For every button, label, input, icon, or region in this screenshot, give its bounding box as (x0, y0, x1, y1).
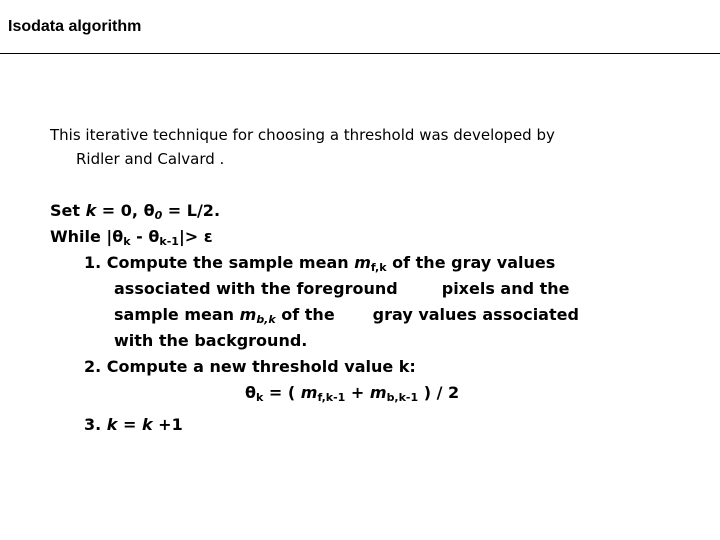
var-k: k (85, 201, 97, 220)
step-1-line-2 (50, 276, 690, 302)
update-formula (50, 380, 690, 406)
var-m: m (369, 383, 387, 402)
m-subscript: f,k-1 (317, 391, 346, 404)
theta-subscript: k-1 (159, 235, 179, 248)
step-1-line-4: with the background. (114, 331, 308, 350)
step-3-line (50, 412, 690, 438)
m-subscript: b,k (256, 313, 276, 326)
formula-tail: +1 (152, 415, 183, 434)
while-line (50, 224, 690, 250)
step-text: pixels and the (441, 279, 570, 298)
theta-symbol: θ (148, 227, 160, 246)
while-keyword: While | (50, 227, 113, 246)
step-text: Compute a new threshold value k: (106, 357, 416, 376)
while-condition: |> ε (178, 227, 213, 246)
var-m: m (354, 253, 371, 272)
step-text: of the (275, 305, 335, 324)
intro-paragraph (50, 123, 690, 171)
step-text: Compute the sample mean (106, 253, 355, 272)
theta-subscript: k (123, 235, 131, 248)
m-subscript: f,k (370, 261, 387, 274)
step-text: sample mean (114, 305, 240, 324)
var-k: k (106, 415, 118, 434)
m-subscript: b,k-1 (386, 391, 419, 404)
set-eq: = 0, (96, 201, 144, 220)
minus: - (130, 227, 149, 246)
theta-subscript: 0 (154, 209, 163, 222)
step-number: 1. (84, 253, 107, 272)
intro-line-1: This iterative technique for choosing a threshold was developed by (50, 126, 555, 144)
step-1-line-1 (50, 250, 690, 276)
title-divider (0, 53, 720, 54)
var-k: k (141, 415, 153, 434)
step-number: 2. (84, 357, 107, 376)
step-text: gray values associated (372, 305, 579, 324)
step-text: associated with the foreground (114, 279, 398, 298)
plus: + (345, 383, 370, 402)
algorithm-block (50, 198, 690, 438)
step-1-line-3 (50, 302, 690, 328)
set-line (50, 198, 690, 224)
set-rest: = L/2. (162, 201, 221, 220)
theta-symbol: θ (143, 201, 155, 220)
theta-symbol: θ (112, 227, 124, 246)
step-2-line-1 (50, 354, 690, 380)
theta-subscript: k (256, 391, 264, 404)
intro-line-2: Ridler and Calvard . (76, 150, 225, 168)
set-keyword: Set (50, 201, 86, 220)
formula-tail: ) / 2 (418, 383, 460, 402)
var-m: m (239, 305, 257, 324)
step-number: 3. (84, 415, 107, 434)
theta-symbol: θ (245, 383, 256, 402)
formula-eq: = (117, 415, 142, 434)
step-text: of the gray values (386, 253, 556, 272)
slide-title: Isodata algorithm (8, 18, 142, 35)
formula-eq: = ( (263, 383, 301, 402)
var-m: m (300, 383, 318, 402)
